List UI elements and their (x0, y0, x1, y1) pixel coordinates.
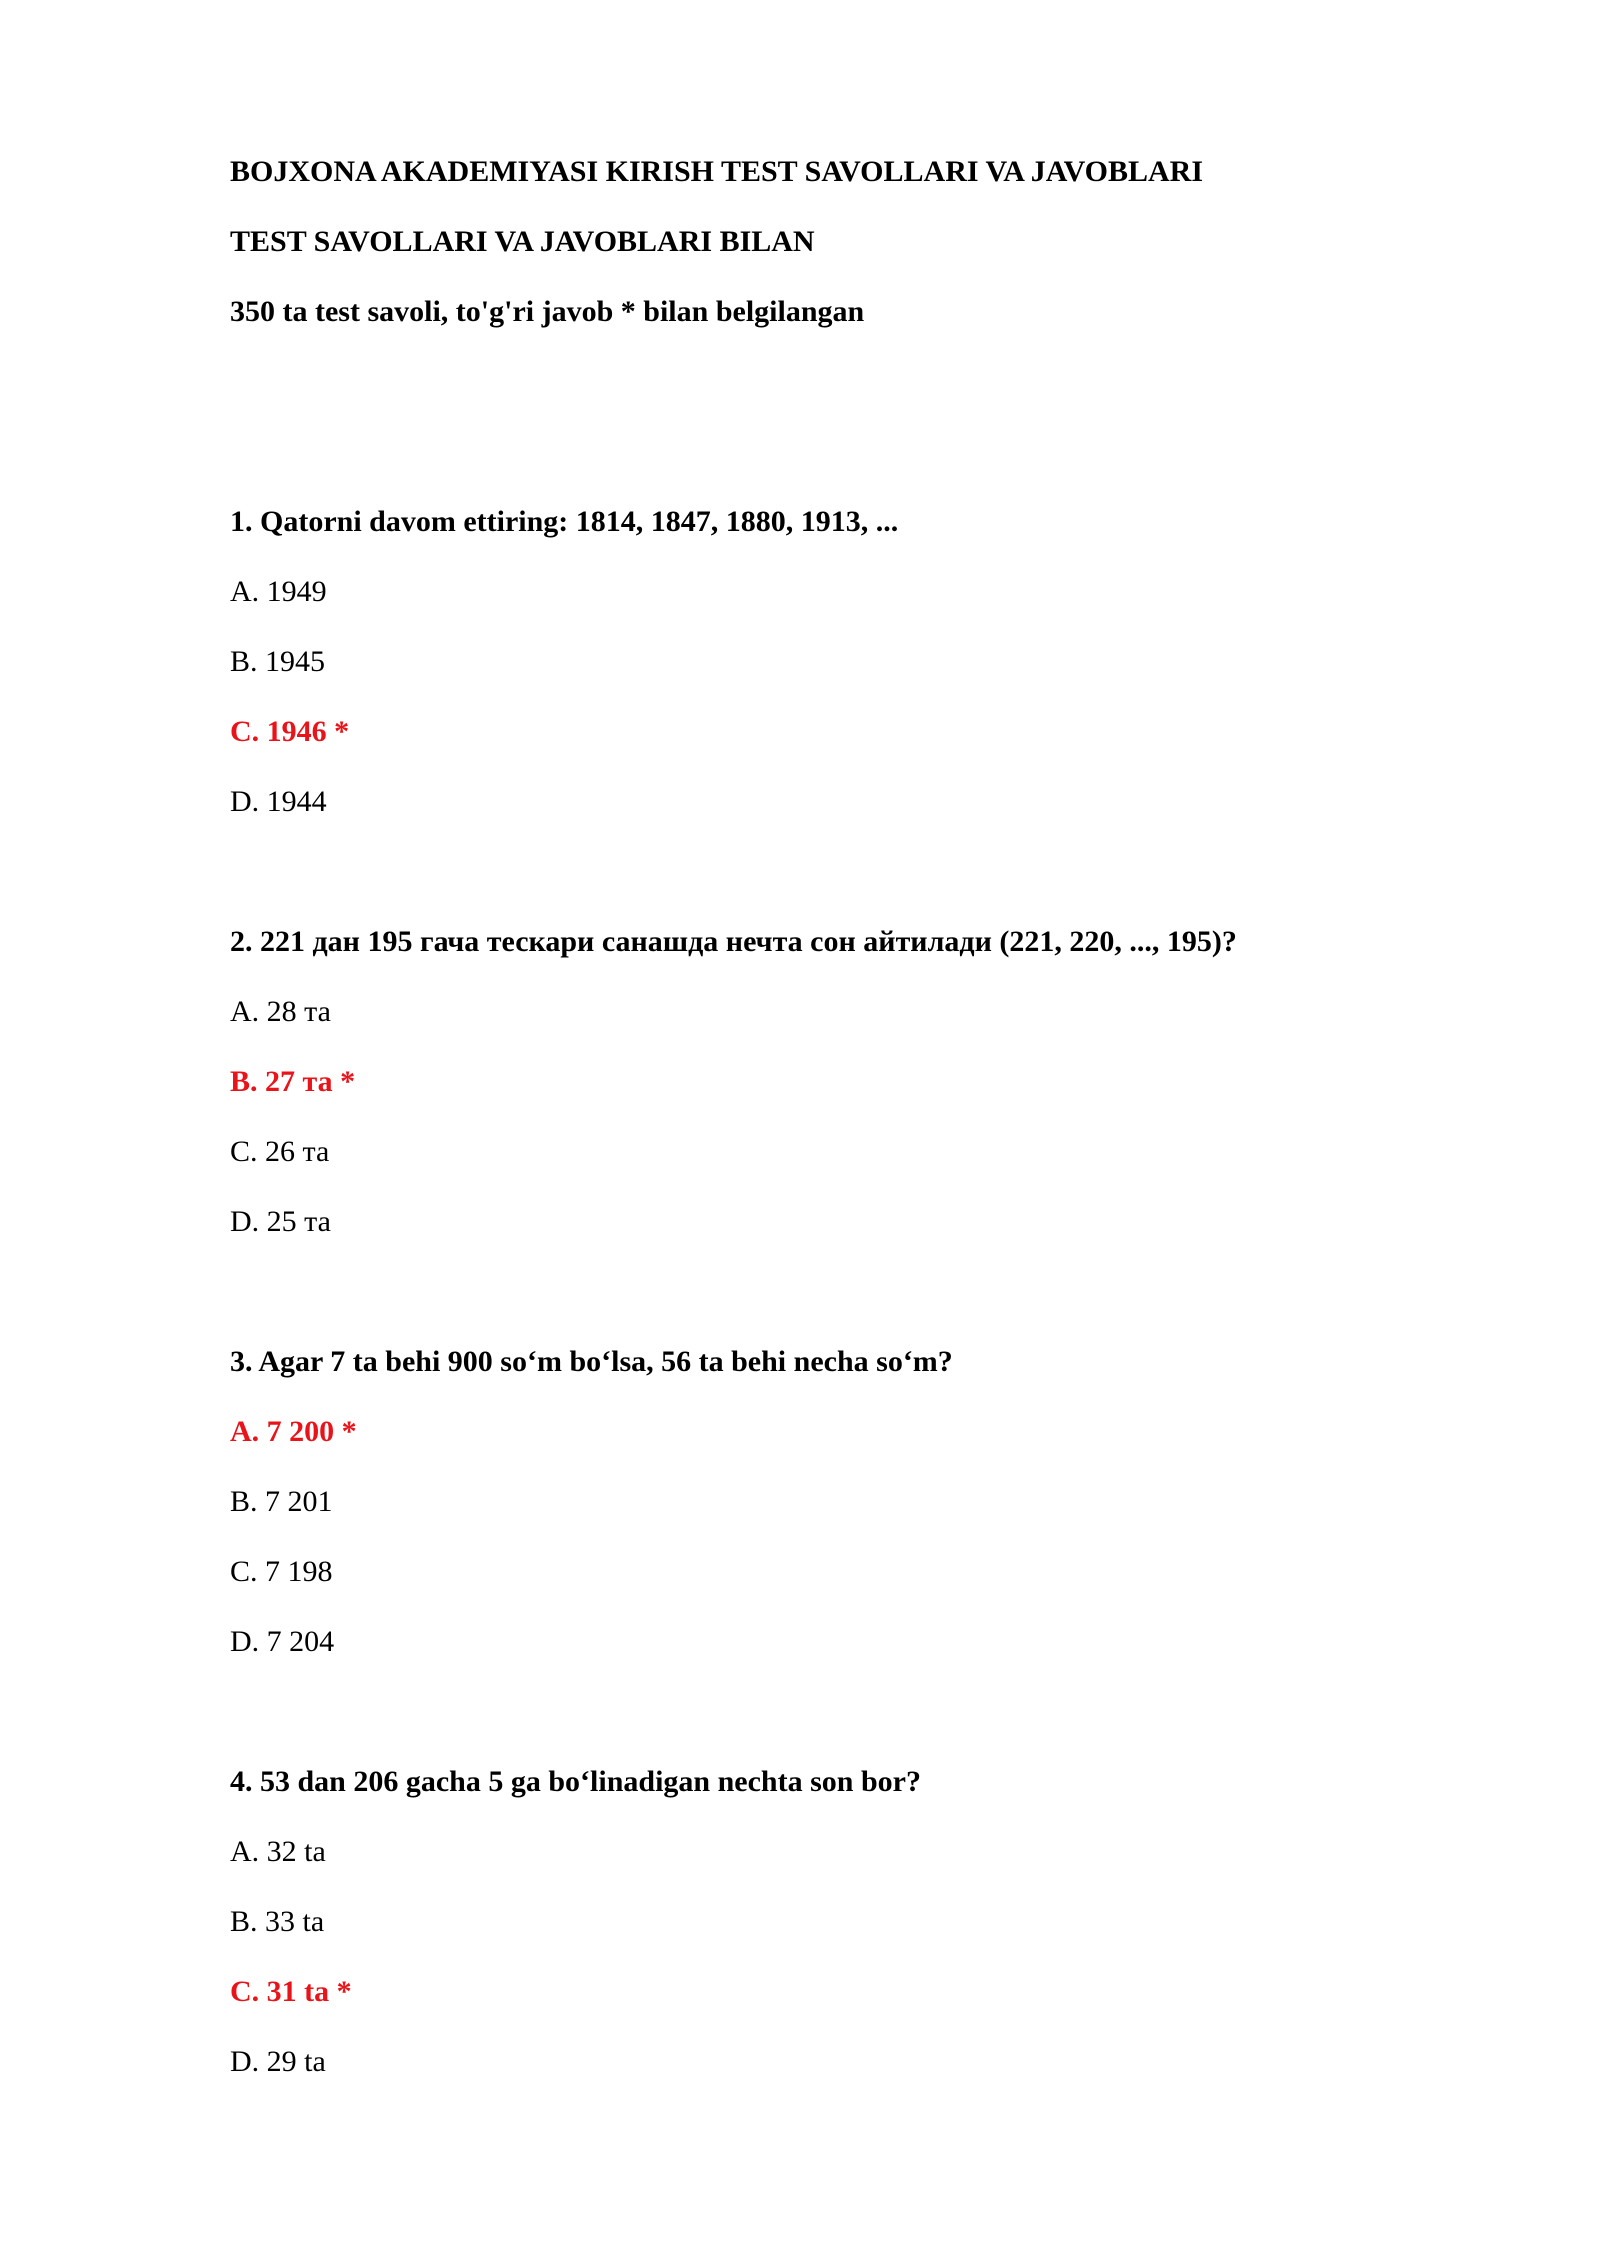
question-text: 2. 221 дан 195 гача тескари санашда нечта сон айтилади (221, 220, ..., 195)? (230, 925, 1237, 958)
correct-answer-option: C. 1946 * (230, 715, 350, 748)
answer-option: D. 25 та (230, 1205, 331, 1238)
answer-option: D. 29 ta (230, 2045, 326, 2078)
answer-option: A. 1949 (230, 575, 327, 608)
question-text: 4. 53 dan 206 gacha 5 ga bo‘linadigan nechta son bor? (230, 1765, 921, 1798)
correct-answer-option: C. 31 ta * (230, 1975, 352, 2008)
question-text: 1. Qatorni davom ettiring: 1814, 1847, 1880, 1913, ... (230, 505, 899, 538)
answer-option: D. 1944 (230, 785, 327, 818)
correct-answer-option: A. 7 200 * (230, 1415, 357, 1448)
answer-option: C. 26 та (230, 1135, 330, 1168)
document-title: BOJXONA AKADEMIYASI KIRISH TEST SAVOLLARI VA JAVOBLARI (230, 155, 1204, 188)
document-subtitle: TEST SAVOLLARI VA JAVOBLARI BILAN (230, 225, 815, 258)
answer-option: B. 1945 (230, 645, 326, 678)
question-text: 3. Agar 7 ta behi 900 so‘m bo‘lsa, 56 ta behi necha so‘m? (230, 1345, 953, 1378)
answer-option: D. 7 204 (230, 1625, 335, 1658)
answer-option: A. 32 ta (230, 1835, 326, 1868)
correct-answer-option: B. 27 та * (230, 1065, 356, 1098)
answer-option: B. 7 201 (230, 1485, 333, 1518)
answer-option: C. 7 198 (230, 1555, 333, 1588)
answer-option: B. 33 ta (230, 1905, 325, 1938)
document-note: 350 ta test savoli, to'g'ri javob * bilan belgilangan (230, 295, 865, 328)
answer-option: A. 28 та (230, 995, 331, 1028)
